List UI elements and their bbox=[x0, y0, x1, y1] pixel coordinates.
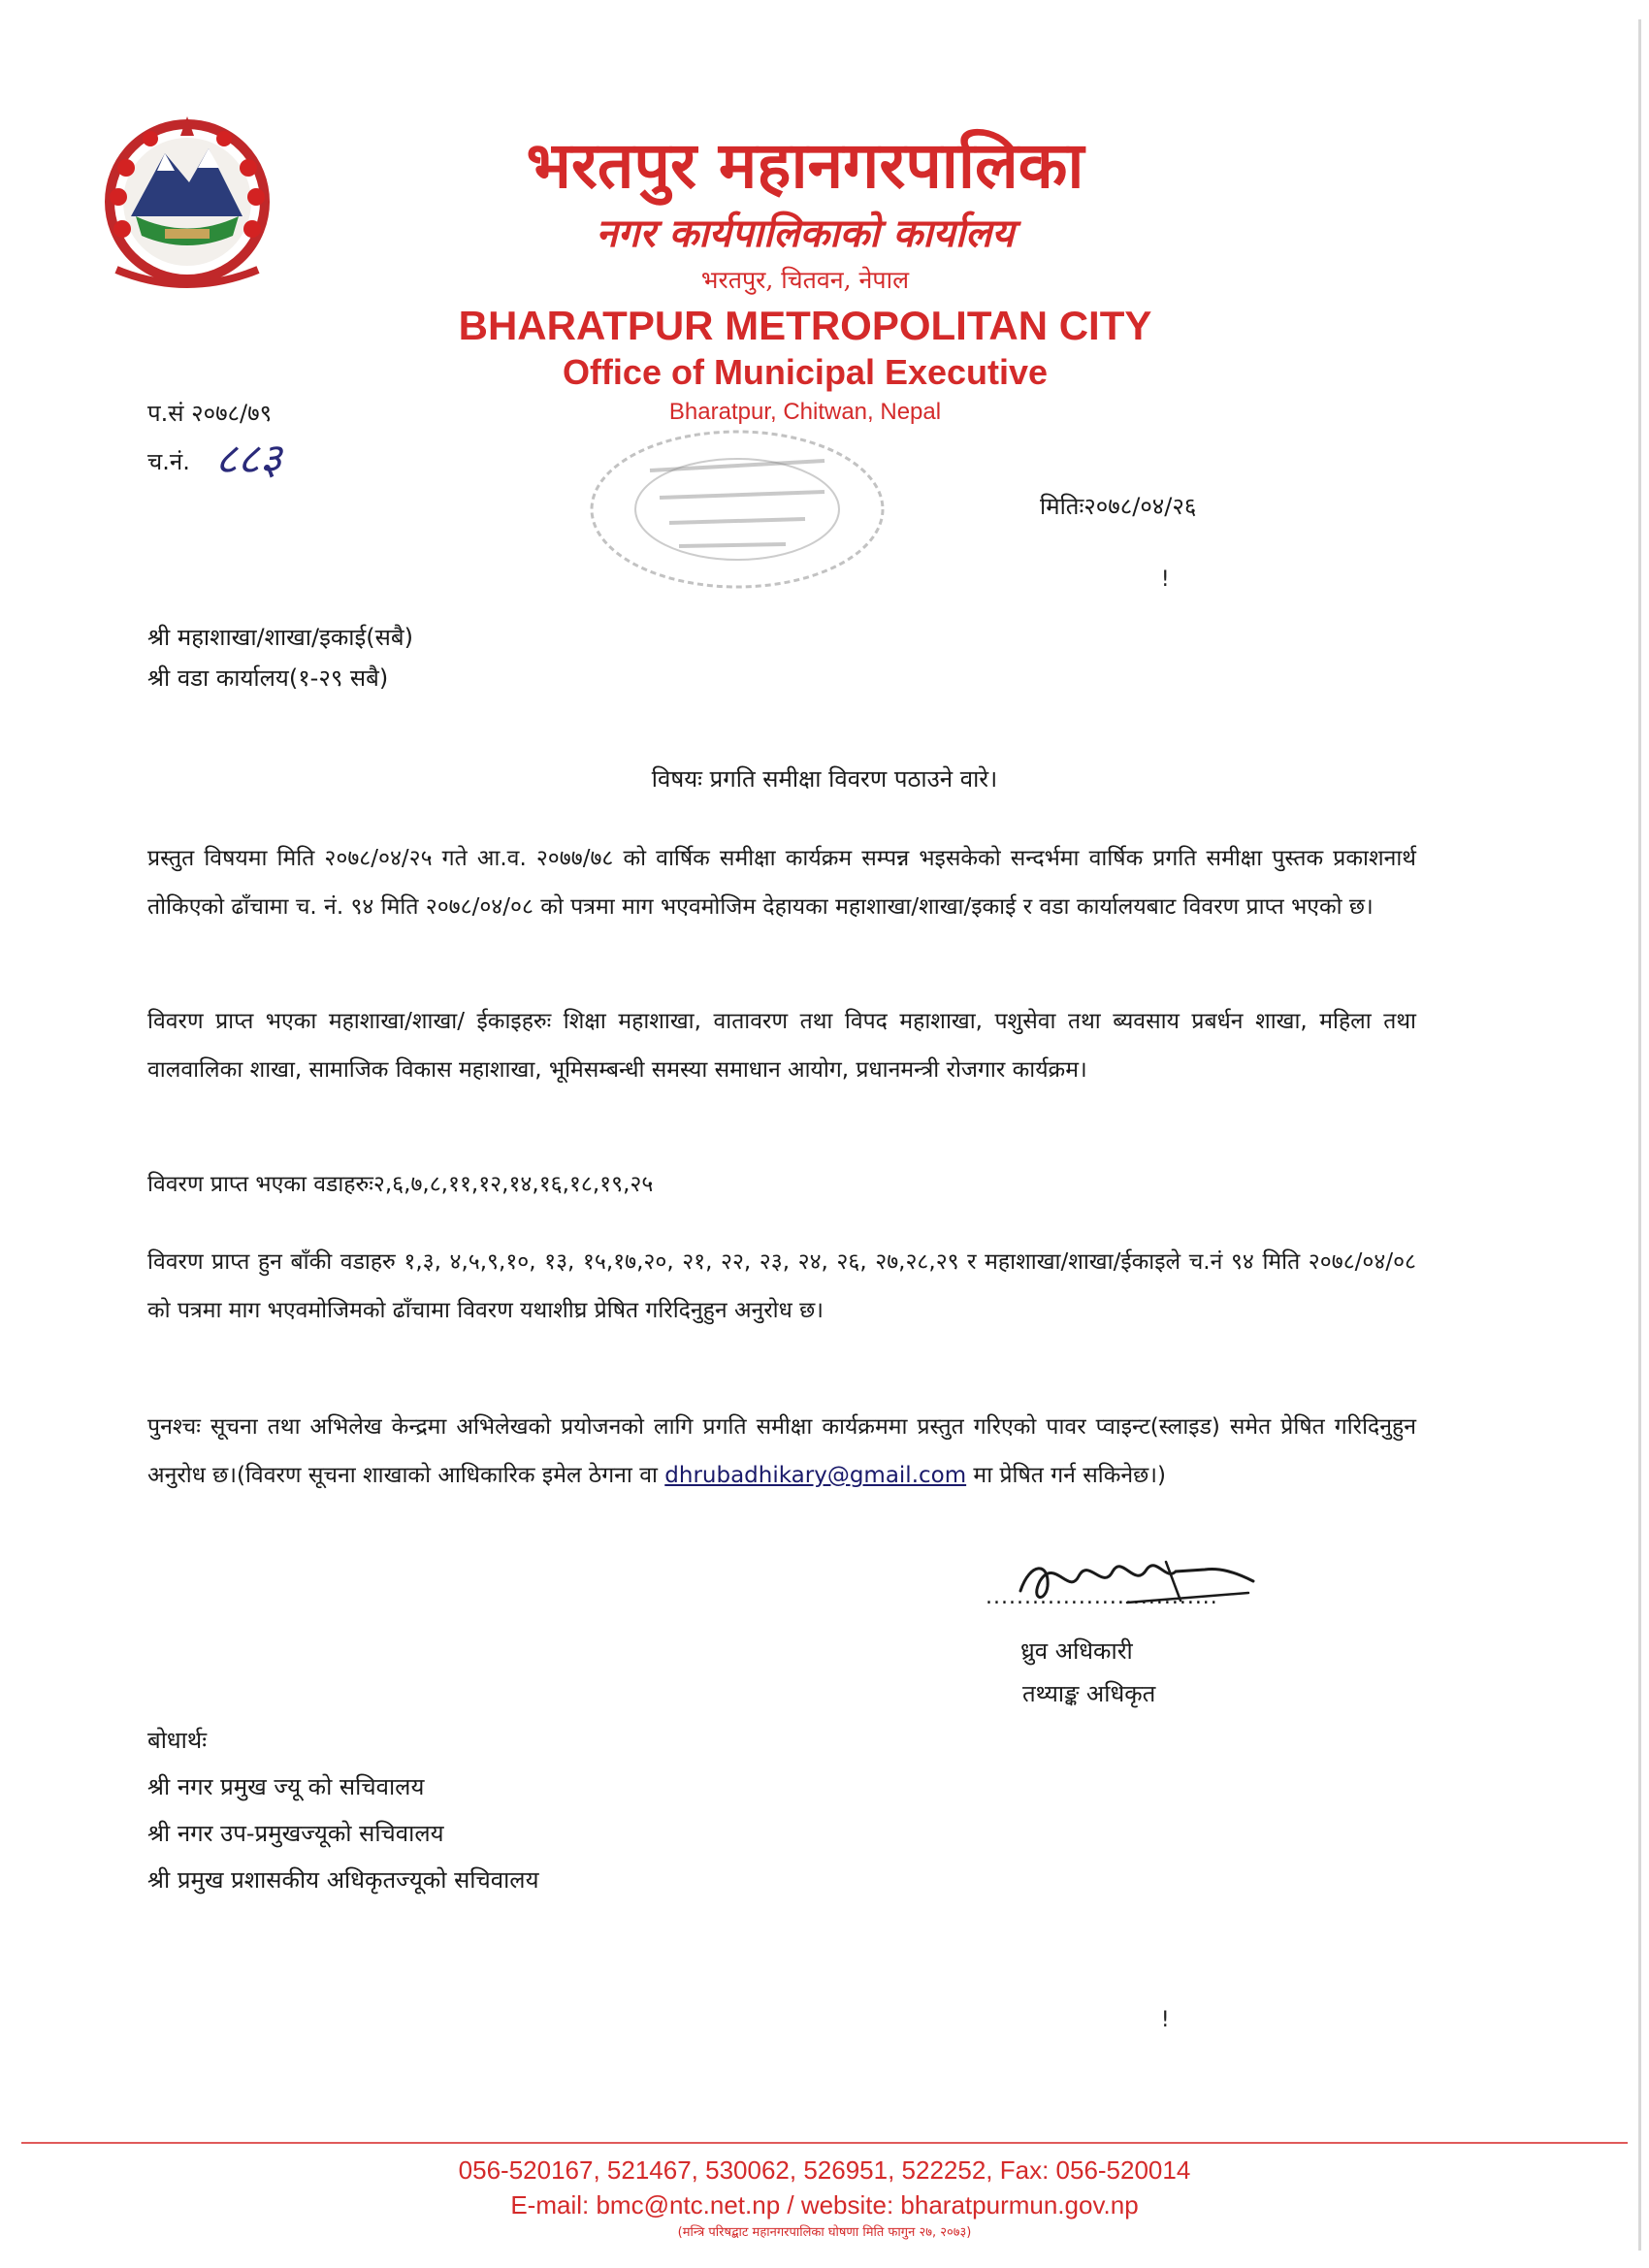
footer-note: (मन्त्रि परिषद्बाट महानगरपालिका घोषणा मिति फागुन २७, २०७३) bbox=[677, 2225, 972, 2240]
cc-item-1: श्री नगर प्रमुख ज्यू को सचिवालय bbox=[147, 1773, 425, 1800]
postscript-tail: मा प्रेषित गर्न सकिनेछ।) bbox=[966, 1463, 1166, 1488]
body-paragraph-4: विवरण प्राप्त हुन बाँकी वडाहरु १,३, ४,५,९,१०, १३, १५,१७,२०, २१, २२, २३, २४, २६, २७,२८,२९ र महाशाखा/शाखा/ईकाइले च.नं ९४ मिति २०७८/०४/०८ को पत्रमा माग भएवमोजिमको ढाँचामा विवरण यथाशीघ्र प्रेषित गरिदिनुहुन अनुरोध छ। bbox=[147, 1249, 1416, 1323]
recipients bbox=[147, 617, 413, 698]
footer-contact: E-mail: bmc@ntc.net.np / website: bharatpurmun.gov.np bbox=[510, 2190, 1139, 2219]
email-link[interactable]: dhrubadhikary@gmail.com bbox=[664, 1463, 967, 1488]
cc-label: बोधार्थः bbox=[147, 1727, 208, 1754]
letter-subject: विषयः प्रगति समीक्षा विवरण पठाउने वारे। bbox=[651, 765, 998, 793]
body-paragraph-2: विवरण प्राप्त भएका महाशाखा/शाखा/ ईकाइहरुः शिक्षा महाशाखा, वातावरण तथा विपद महाशाखा, पशुसेवा तथा ब्यवसाय प्रबर्धन शाखा, महिला तथा वालवालिका शाखा, सामाजिक विकास महाशाखा, भूमिसम्बन्धी समस्या समाधान आयोग, प्रधानमन्त्री रोजगार कार्यक्रम। bbox=[147, 1009, 1416, 1083]
letter-date: मितिः२०७८/०४/२६ bbox=[1040, 493, 1197, 520]
footer-phones: 056-520167, 521467, 530062, 526951, 522252, Fax: 056-520014 bbox=[458, 2155, 1191, 2185]
ink-speck: ǃ bbox=[1162, 567, 1169, 592]
cc-item-3: श्री प्रमुख प्रशासकीय अधिकृतज्यूको सचिवालय bbox=[147, 1866, 539, 1894]
cc-item-2: श्री नगर उप-प्रमुखज्यूको सचिवालय bbox=[147, 1820, 444, 1847]
body-paragraph-5 bbox=[147, 1403, 1416, 1500]
dispatch-label: च.नं. bbox=[147, 448, 190, 475]
signatory-name: ध्रुव अधिकारी bbox=[1020, 1637, 1133, 1665]
letterhead-address-np: भरतपुर, चितवन, नेपाल bbox=[700, 266, 910, 294]
footer-divider bbox=[21, 2142, 1628, 2144]
letterhead-office-np: नगर कार्यपालिकाको कार्यालय bbox=[596, 211, 1015, 256]
letterhead-name-en: BHARATPUR METROPOLITAN CITY bbox=[458, 303, 1152, 348]
body-paragraph-1: प्रस्तुत विषयमा मिति २०७८/०४/२५ गते आ.व. २०७७/७८ को वार्षिक समीक्षा कार्यक्रम सम्पन्न भइसकेको सन्दर्भमा वार्षिक प्रगति समीक्षा पुस्तक प्रकाशनार्थ तोकिएको ढाँचामा च. नं. ९४ मिति २०७८/०४/०८ को पत्रमा माग भएवमोजिम देहायका महाशाखा/शाखा/इकाई र वडा कार्यालयबाट विवरण प्राप्त भएको छ। bbox=[147, 846, 1416, 920]
cc-block bbox=[147, 1717, 539, 1903]
letterhead-name-np: भरतपुर महानगरपालिका bbox=[526, 127, 1084, 203]
signature-line: .............................. bbox=[986, 1585, 1218, 1609]
postscript-text: पुनश्चः सूचना तथा अभिलेख केन्द्रमा अभिलेखको प्रयोजनको लागि प्रगति समीक्षा कार्यक्रममा प्रस्तुत गरिएको पावर प्वाइन्ट(स्लाइड) समेत प्रेषित गरिदिनुहुन अनुरोध छ।(विवरण सूचना शाखाको आधिकारिक इमेल ठेगना वा bbox=[147, 1414, 1416, 1488]
letterhead-address-en: Bharatpur, Chitwan, Nepal bbox=[668, 399, 942, 425]
nepal-emblem-logo bbox=[97, 114, 277, 299]
signatory-designation: तथ्याङ्क अधिकृत bbox=[1022, 1680, 1156, 1707]
signatory-block bbox=[1020, 1630, 1155, 1715]
page-edge bbox=[1638, 19, 1641, 2251]
ink-speck: ǃ bbox=[1162, 2008, 1169, 2032]
dispatch-number: ८८३ bbox=[214, 435, 282, 484]
recipient-1: श्री महाशाखा/शाखा/इकाई(सबै) bbox=[147, 624, 413, 651]
letterhead-office-en: Office of Municipal Executive bbox=[562, 352, 1049, 392]
body-paragraph-3: विवरण प्राप्त भएका वडाहरुः२,६,७,८,११,१२,१४,१६,१८,१९,२५ bbox=[147, 1172, 654, 1197]
dispatch-line bbox=[147, 435, 282, 484]
office-stamp bbox=[582, 422, 892, 592]
recipient-2: श्री वडा कार्यालय(१-२९ सबै) bbox=[147, 664, 389, 692]
reference-number: प.सं २०७८/७९ bbox=[147, 400, 273, 427]
